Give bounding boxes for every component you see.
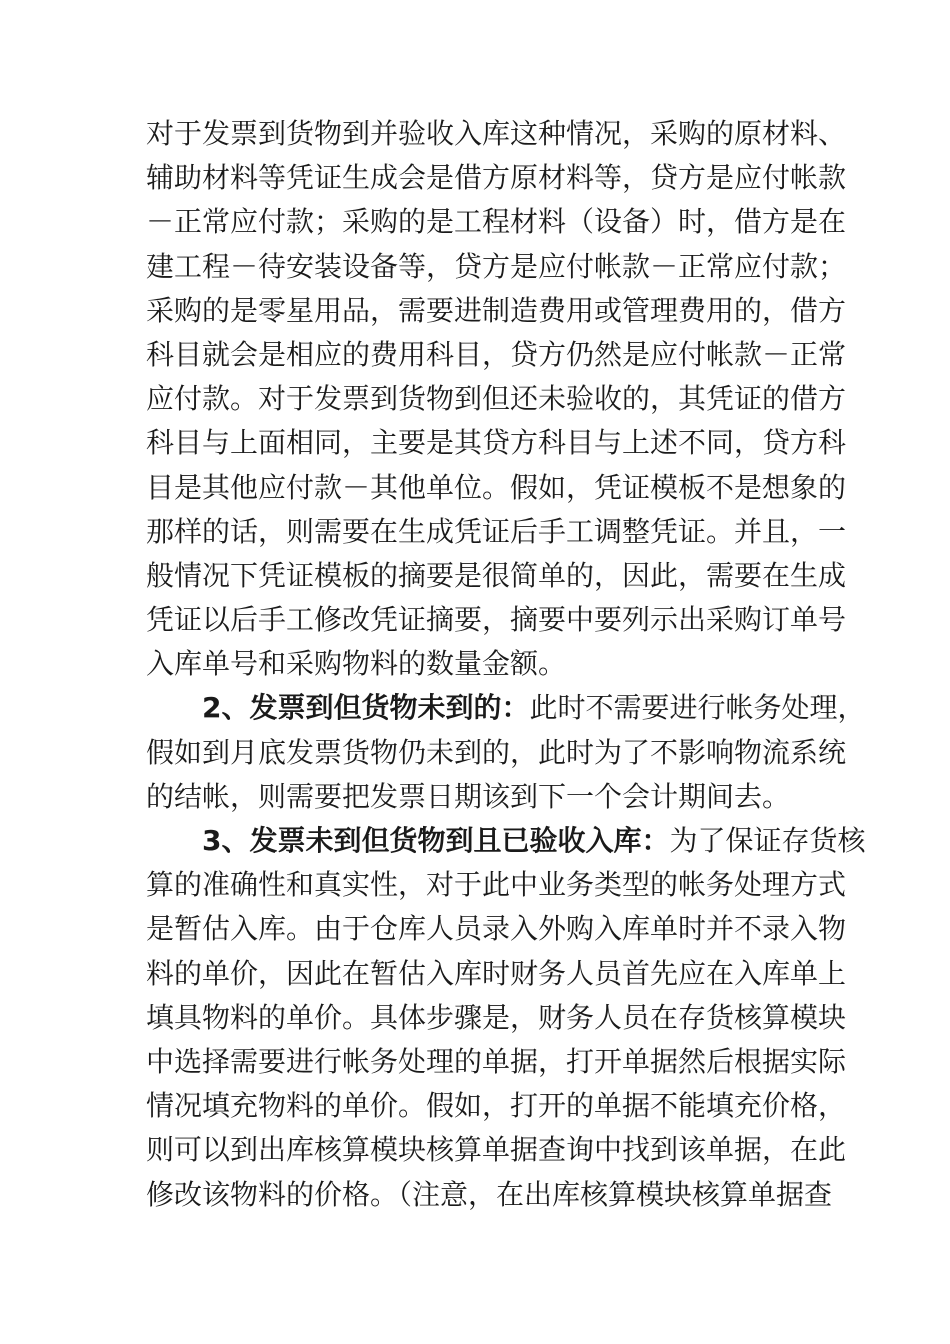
text-line: 科目与上面相同，主要是其贷方科目与上述不同，贷方科 [146,426,847,460]
text-line: 建工程－待安装设备等，贷方是应付帐款－正常应付款； [146,249,847,283]
text-line: 凭证以后手工修改凭证摘要，摘要中要列示出采购订单号 [146,603,847,637]
text-line: －正常应付款；采购的是工程材料（设备）时，借方是在 [146,205,847,239]
text-line: 修改该物料的价格。（注意，在出库核算模块核算单据查 [146,1177,833,1211]
text-line: 的结帐，则需要把发票日期该到下一个会计期间去。 [146,779,791,813]
text-line: 目是其他应付款－其他单位。假如，凭证模板不是想象的 [146,470,847,504]
text-line: 入库单号和采购物料的数量金额。 [146,647,567,681]
text-line: 则可以到出库核算模块核算单据查询中找到该单据，在此 [146,1133,847,1167]
text-line: 假如到月底发票货物仍未到的，此时为了不影响物流系统 [146,735,847,769]
section-heading: 2、发票到但货物未到的： [202,691,530,725]
text-line: 般情况下凭证模板的摘要是很简单的，因此，需要在生成 [146,558,847,592]
text-line: 算的准确性和真实性，对于此中业务类型的帐务处理方式 [146,868,847,902]
text-line: 情况填充物料的单价。假如，打开的单据不能填充价格， [146,1089,847,1123]
text-line: 是暂估入库。由于仓库人员录入外购入库单时并不录入物 [146,912,847,946]
paragraph-1 [146,112,847,686]
paragraph-2 [146,686,866,819]
text-line: 应付款。对于发票到货物到但还未验收的，其凭证的借方 [146,382,847,416]
text-line: 采购的是零星用品，需要进制造费用或管理费用的，借方 [146,293,847,327]
text-line: 对于发票到货物到并验收入库这种情况，采购的原材料、 [146,117,847,150]
text-line: 填具物料的单价。具体步骤是，财务人员在存货核算模块 [146,1000,847,1034]
text-line: 辅助材料等凭证生成会是借方原材料等，贷方是应付帐款 [146,161,847,195]
text-line [146,819,866,863]
text-run: 为了保证存货核 [669,824,866,857]
text-line: 料的单价，因此在暂估入库时财务人员首先应在入库单上 [146,956,847,990]
paragraph-3 [146,819,866,1217]
text-line: 那样的话，则需要在生成凭证后手工调整凭证。并且，一 [146,514,847,548]
text-line: 科目就会是相应的费用科目，贷方仍然是应付帐款－正常 [146,337,847,371]
text-line [146,686,866,730]
document-body [146,112,866,1217]
section-heading: 3、发票未到但货物到且已验收入库： [202,824,670,857]
text-line: 中选择需要进行帐务处理的单据，打开单据然后根据实际 [146,1044,847,1078]
text-run: 此时不需要进行帐务处理， [529,691,866,725]
